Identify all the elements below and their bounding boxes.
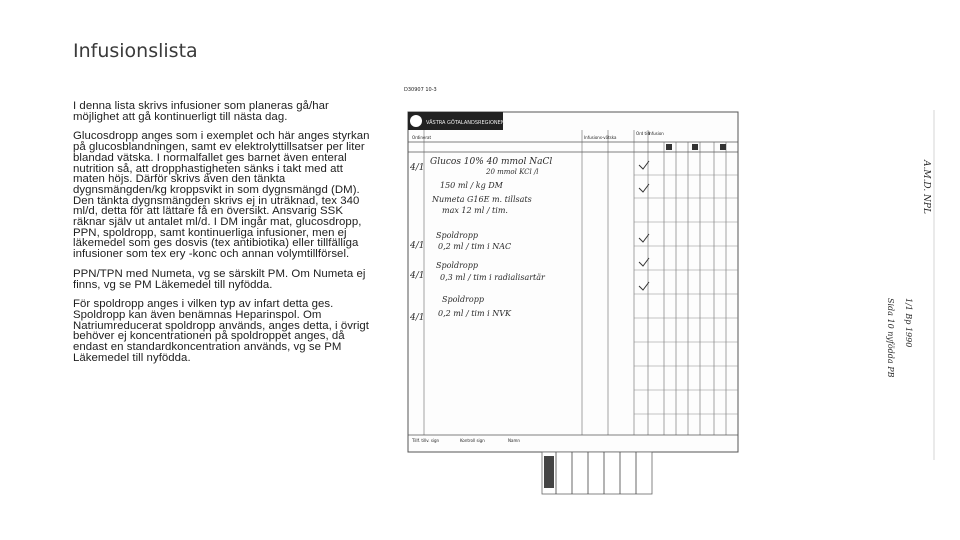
svg-text:Glucos 10% 40 mmol NaCl: Glucos 10% 40 mmol NaCl [430,157,553,167]
footer-label-3: Namn [508,438,520,443]
svg-text:Numeta G16E m. tillsats: Numeta G16E m. tillsats [432,195,532,204]
margin-note-1: A.M.D. NPL [921,160,931,214]
form-code: D30907 10-3 [404,87,437,93]
attached-strip-barcode [544,456,554,488]
slide-title: Infusionslista [73,40,198,62]
paragraph-glucos: Glucosdropp anges som i exemplet och här anges styrkan på glucosblandningen, samt ev elektrolyttillsatser per liter blandad vätska. I normalfallet ges barnet även enteral nutrition så, att dropphastigheten sänks i takt med att maten höjs. Därför skrivs även den tänkta dygnsmängden/kg kroppsvikt in som dygnsmängd (DM). Den tänkta dygnsmängden skrivs ej in uträknad, tex 340 ml/d, detta för att lättare få en översikt. Ansvarig SSK räknar själv ut antalet ml/d. I DM ingår mat, glucosdropp, PPN, spoldropp, samt kontinuerliga infusioner, men ej läkemedel som ges dosvis (tex antibiotika) eller tillfälliga infusioner som tex ery -konc och annan volymtillförsel. [73,130,370,261]
svg-text:max 12 ml / tim.: max 12 ml / tim. [442,206,508,215]
svg-text:Spoldropp: Spoldropp [436,231,478,240]
svg-text:Spoldropp: Spoldropp [442,295,484,304]
svg-text:20 mmol KCl /l: 20 mmol KCl /l [486,168,539,176]
scanned-infusion-form [396,80,956,500]
form-image [396,80,956,500]
svg-text:0,2 ml / tim i NAC: 0,2 ml / tim i NAC [438,242,512,251]
logo-text: VÄSTRA GÖTALANDSREGIONEN [426,120,505,126]
svg-text:4/1: 4/1 [410,271,425,281]
svg-text:150 ml / kg DM: 150 ml / kg DM [440,181,503,190]
header-col-ordtid: Ord tid [636,131,650,136]
footer-label-1: Tillf. tillv. sign [412,438,440,443]
footer-label-2: Kontroll sign [460,438,485,443]
region-logo-icon [410,115,422,127]
svg-text:0,2 ml / tim i NVK: 0,2 ml / tim i NVK [438,309,511,318]
svg-text:4/1: 4/1 [410,313,425,323]
svg-text:0,3 ml / tim i radialisartär: 0,3 ml / tim i radialisartär [440,273,545,282]
margin-note-2: 1/1 Bp 1990 [904,298,913,348]
svg-text:4/1: 4/1 [410,163,425,173]
paragraph-intro: I denna lista skrivs infusioner som planeras gå/har möjlighet att gå kontinuerligt till nästa dag. [73,100,329,123]
margin-note-3: Sida 10 nyfödda PB [886,298,895,378]
paragraph-ppn: PPN/TPN med Numeta, vg se särskilt PM. Om Numeta ej finns, vg se PM Läkemedel till nyfödda. [73,267,366,291]
attached-strip [542,452,652,494]
header-col-vatska: Infusions-vätska [584,135,617,140]
header-col-infusion: Infusion [648,131,664,136]
header-col-ordinerat: Ordinerat [412,135,432,140]
svg-text:Spoldropp: Spoldropp [436,261,478,270]
body-text [73,101,373,372]
paragraph-spoldropp: För spoldropp anges i vilken typ av infart detta ges. Spoldropp kan även benämnas Heparinspol. Om Natriumreducerat spoldropp används, anges detta, i övrigt behöver ej koncentrationen på spoldroppet anges, då endast en standardkoncentration används, vg se PM Läkemedel till nyfödda. [73,298,370,364]
svg-text:4/1: 4/1 [410,241,425,251]
